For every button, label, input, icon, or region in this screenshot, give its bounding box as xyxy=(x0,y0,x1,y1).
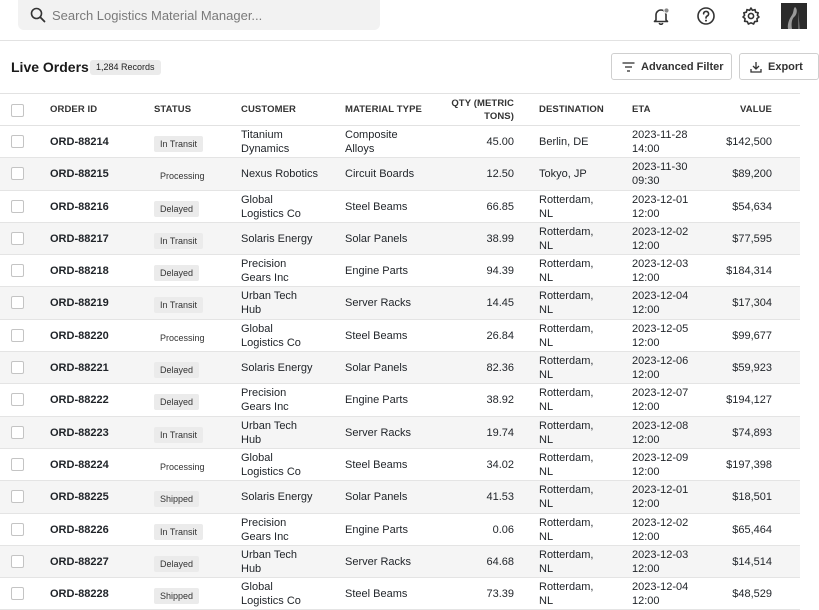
row-checkbox[interactable] xyxy=(11,135,24,148)
material-cell xyxy=(345,523,445,537)
order-id[interactable]: ORD-88227 xyxy=(50,555,109,568)
eta-date: 2023-12-02 xyxy=(632,516,689,529)
material-line1: Composite xyxy=(345,129,398,141)
destination-line2: NL xyxy=(539,239,554,252)
order-id[interactable]: ORD-88221 xyxy=(50,362,109,375)
col-order-id[interactable]: ORDER ID xyxy=(50,104,98,115)
row-checkbox[interactable] xyxy=(11,361,24,374)
quantity-cell: 45.00 xyxy=(486,136,514,148)
download-icon xyxy=(750,61,762,73)
customer-line1: Solaris Energy xyxy=(241,232,313,245)
filter-icon xyxy=(622,62,635,72)
value-cell: $142,500 xyxy=(726,136,772,148)
customer-line1: Urban Tech xyxy=(241,419,298,432)
help-icon xyxy=(696,6,716,26)
customer-line1: Precision xyxy=(241,258,287,271)
material-cell xyxy=(345,296,445,310)
customer-line1: Urban Tech xyxy=(241,290,298,303)
table-row[interactable] xyxy=(0,578,800,610)
status-badge: Shipped xyxy=(154,588,199,604)
order-id[interactable]: ORD-88224 xyxy=(50,458,109,471)
customer-cell xyxy=(241,516,341,544)
destination-cell xyxy=(539,548,619,576)
export-button[interactable] xyxy=(739,53,819,80)
eta-cell xyxy=(632,516,712,544)
status-badge: Processing xyxy=(160,171,205,182)
destination-cell xyxy=(539,167,619,181)
eta-time: 12:00 xyxy=(632,562,660,575)
destination-line2: NL xyxy=(539,304,554,317)
destination-line2: NL xyxy=(539,207,554,220)
search-bar[interactable] xyxy=(18,0,380,30)
customer-line1: Titanium xyxy=(241,129,283,141)
destination-line1: Rotterdam, xyxy=(539,193,594,206)
table-row[interactable] xyxy=(0,449,800,481)
eta-date: 2023-12-09 xyxy=(632,451,689,464)
eta-date: 2023-12-04 xyxy=(632,581,689,594)
customer-cell xyxy=(241,257,341,285)
destination-line1: Rotterdam, xyxy=(539,290,594,303)
material-cell xyxy=(345,426,445,440)
eta-cell xyxy=(632,483,712,511)
material-line2: Alloys xyxy=(345,143,375,155)
customer-cell xyxy=(241,580,341,608)
quantity-cell: 0.06 xyxy=(492,523,514,536)
eta-date: 2023-12-02 xyxy=(632,225,689,238)
table-row[interactable] xyxy=(0,287,800,319)
value-cell: $48,529 xyxy=(732,588,772,601)
destination-line2: NL xyxy=(539,272,554,285)
row-checkbox[interactable] xyxy=(11,264,24,277)
customer-cell xyxy=(241,289,341,317)
customer-line2: Gears Inc xyxy=(241,530,289,543)
eta-cell xyxy=(632,128,712,156)
row-checkbox[interactable] xyxy=(11,232,24,245)
table-row[interactable] xyxy=(0,384,800,416)
material-cell xyxy=(345,490,445,504)
eta-time: 12:00 xyxy=(632,369,660,382)
destination-cell xyxy=(539,322,619,350)
value-cell: $184,314 xyxy=(726,265,772,278)
order-id[interactable]: ORD-88225 xyxy=(50,491,109,504)
status-badge: In Transit xyxy=(154,233,203,249)
customer-line2: Hub xyxy=(241,562,262,575)
row-checkbox[interactable] xyxy=(11,296,24,309)
orders-table xyxy=(0,93,800,610)
destination-line1: Rotterdam, xyxy=(539,322,594,335)
eta-time: 12:00 xyxy=(632,530,660,543)
eta-date: 2023-12-07 xyxy=(632,387,689,400)
eta-cell xyxy=(632,225,712,253)
eta-time: 12:00 xyxy=(632,498,660,511)
gear-icon xyxy=(741,6,761,26)
order-id[interactable]: ORD-88218 xyxy=(50,265,109,278)
notifications-button[interactable] xyxy=(650,5,672,27)
settings-button[interactable] xyxy=(740,5,762,27)
eta-time: 12:00 xyxy=(632,433,660,446)
status-badge: In Transit xyxy=(154,136,203,152)
eta-cell xyxy=(632,451,712,479)
value-cell: $74,893 xyxy=(732,426,772,439)
quantity-cell: 73.39 xyxy=(486,588,514,601)
eta-cell xyxy=(632,580,712,608)
material-line1: Steel Beams xyxy=(345,588,408,601)
quantity-cell: 38.99 xyxy=(486,232,514,245)
col-eta[interactable]: ETA xyxy=(632,104,651,115)
order-id[interactable]: ORD-88223 xyxy=(50,426,109,439)
table-body xyxy=(0,126,800,610)
order-id[interactable]: ORD-88215 xyxy=(50,168,109,181)
customer-cell xyxy=(241,322,341,350)
material-line1: Server Racks xyxy=(345,426,412,439)
eta-time: 12:00 xyxy=(632,272,660,285)
customer-line2: Hub xyxy=(241,304,262,317)
destination-cell xyxy=(539,193,619,221)
eta-time: 12:00 xyxy=(632,239,660,252)
material-cell xyxy=(345,264,445,278)
col-qty[interactable] xyxy=(451,97,514,123)
destination-cell xyxy=(539,354,619,382)
material-cell xyxy=(345,393,445,407)
col-value[interactable]: VALUE xyxy=(740,104,772,115)
destination-line2: NL xyxy=(539,595,554,608)
order-id[interactable]: ORD-88214 xyxy=(50,136,109,148)
eta-cell xyxy=(632,386,712,414)
eta-date: 2023-11-30 xyxy=(632,161,688,174)
table-row[interactable] xyxy=(0,417,800,449)
material-cell xyxy=(345,361,445,375)
status-badge: In Transit xyxy=(154,427,203,443)
customer-line2: Logistics Co xyxy=(241,465,301,478)
material-cell xyxy=(345,329,445,343)
search-input[interactable] xyxy=(52,8,352,23)
customer-line1: Global xyxy=(241,193,273,206)
destination-line1: Rotterdam, xyxy=(539,451,594,464)
value-cell: $197,398 xyxy=(726,458,772,471)
material-cell xyxy=(345,128,445,156)
row-checkbox[interactable] xyxy=(11,458,24,471)
customer-cell xyxy=(241,167,341,181)
row-checkbox[interactable] xyxy=(11,167,24,180)
destination-cell xyxy=(539,386,619,414)
material-line1: Circuit Boards xyxy=(345,168,415,181)
order-id[interactable]: ORD-88228 xyxy=(50,588,109,601)
order-id[interactable]: ORD-88217 xyxy=(50,232,109,245)
quantity-cell: 19.74 xyxy=(486,426,514,439)
quantity-cell: 94.39 xyxy=(486,265,514,278)
customer-cell xyxy=(241,548,341,576)
destination-line2: NL xyxy=(539,465,554,478)
destination-cell xyxy=(539,483,619,511)
customer-line2: Gears Inc xyxy=(241,272,289,285)
page-title: Live Orders xyxy=(11,59,89,75)
table-row[interactable] xyxy=(0,255,800,287)
material-cell xyxy=(345,232,445,246)
status-badge: Delayed xyxy=(154,556,199,572)
status-badge: Delayed xyxy=(154,362,199,378)
destination-line1: Rotterdam, xyxy=(539,419,594,432)
customer-line2: Logistics Co xyxy=(241,595,301,608)
order-id[interactable]: ORD-88226 xyxy=(50,523,109,536)
quantity-cell: 14.45 xyxy=(486,297,514,310)
value-cell: $17,304 xyxy=(732,297,772,310)
table-row[interactable] xyxy=(0,223,800,255)
value-cell: $14,514 xyxy=(732,555,772,568)
order-id[interactable]: ORD-88222 xyxy=(50,394,109,407)
destination-cell xyxy=(539,580,619,608)
customer-cell xyxy=(241,490,341,504)
order-id[interactable]: ORD-88220 xyxy=(50,329,109,342)
order-id[interactable]: ORD-88219 xyxy=(50,297,109,310)
col-qty-line2: TONS) xyxy=(484,111,514,122)
value-cell: $54,634 xyxy=(732,200,772,213)
customer-line2: Logistics Co xyxy=(241,336,301,349)
eta-time: 12:00 xyxy=(632,207,660,220)
destination-line2: NL xyxy=(539,530,554,543)
destination-cell xyxy=(539,225,619,253)
eta-date: 2023-12-01 xyxy=(632,193,689,206)
material-cell xyxy=(345,587,445,601)
status-badge: Delayed xyxy=(154,201,199,217)
table-row[interactable] xyxy=(0,320,800,352)
col-customer[interactable]: CUSTOMER xyxy=(241,104,296,115)
value-cell: $99,677 xyxy=(732,329,772,342)
quantity-cell: 12.50 xyxy=(486,168,514,181)
destination-line2: NL xyxy=(539,369,554,382)
quantity-cell: 82.36 xyxy=(486,362,514,375)
customer-line1: Precision xyxy=(241,387,287,400)
material-line1: Steel Beams xyxy=(345,458,408,471)
eta-time: 14:00 xyxy=(632,143,660,155)
destination-cell xyxy=(539,419,619,447)
customer-line2: Gears Inc xyxy=(241,401,289,414)
value-cell: $77,595 xyxy=(732,232,772,245)
destination-line2: NL xyxy=(539,401,554,414)
row-checkbox[interactable] xyxy=(11,523,24,536)
destination-line2: NL xyxy=(539,498,554,511)
quantity-cell: 26.84 xyxy=(486,329,514,342)
value-cell: $65,464 xyxy=(732,523,772,536)
quantity-cell: 64.68 xyxy=(486,555,514,568)
quantity-cell: 38.92 xyxy=(486,394,514,407)
row-checkbox[interactable] xyxy=(11,587,24,600)
table-header xyxy=(0,93,800,126)
material-cell xyxy=(345,200,445,214)
eta-time: 12:00 xyxy=(632,304,660,317)
customer-line2: Logistics Co xyxy=(241,207,301,220)
destination-cell xyxy=(539,516,619,544)
material-line1: Solar Panels xyxy=(345,362,408,375)
customer-cell xyxy=(241,193,341,221)
status-badge: Processing xyxy=(160,332,205,343)
customer-line1: Urban Tech xyxy=(241,548,298,561)
table-row[interactable] xyxy=(0,191,800,223)
destination-line1: Rotterdam, xyxy=(539,258,594,271)
destination-line1: Rotterdam, xyxy=(539,548,594,561)
material-line1: Engine Parts xyxy=(345,394,408,407)
row-checkbox[interactable] xyxy=(11,393,24,406)
search-icon xyxy=(30,7,46,23)
top-bar xyxy=(0,0,800,41)
col-material-type[interactable]: MATERIAL TYPE xyxy=(345,104,422,115)
value-cell: $89,200 xyxy=(732,168,772,181)
eta-cell xyxy=(632,354,712,382)
eta-cell xyxy=(632,289,712,317)
select-all-checkbox[interactable] xyxy=(11,104,24,117)
table-row[interactable] xyxy=(0,352,800,384)
eta-cell xyxy=(632,257,712,285)
row-checkbox[interactable] xyxy=(11,329,24,342)
status-badge: Shipped xyxy=(154,491,199,507)
eta-time: 09:30 xyxy=(632,175,660,188)
help-button[interactable] xyxy=(695,5,717,27)
row-checkbox[interactable] xyxy=(11,426,24,439)
customer-line1: Global xyxy=(241,581,273,594)
material-line1: Steel Beams xyxy=(345,200,408,213)
eta-time: 12:00 xyxy=(632,401,660,414)
table-row[interactable] xyxy=(0,126,800,158)
order-id[interactable]: ORD-88216 xyxy=(50,200,109,213)
destination-line1: Rotterdam, xyxy=(539,387,594,400)
eta-cell xyxy=(632,193,712,221)
material-cell xyxy=(345,167,445,181)
destination-cell xyxy=(539,289,619,317)
export-label: Export xyxy=(768,60,803,73)
eta-date: 2023-12-03 xyxy=(632,548,689,561)
eta-date: 2023-12-06 xyxy=(632,355,689,368)
user-photo-icon xyxy=(781,3,807,29)
customer-cell xyxy=(241,232,341,246)
customer-cell xyxy=(241,361,341,375)
eta-date: 2023-12-01 xyxy=(632,484,689,497)
eta-time: 12:00 xyxy=(632,336,660,349)
material-line1: Server Racks xyxy=(345,555,412,568)
destination-line1: Rotterdam, xyxy=(539,581,594,594)
quantity-cell: 66.85 xyxy=(486,200,514,213)
advanced-filter-label: Advanced Filter xyxy=(641,60,724,73)
quantity-cell: 41.53 xyxy=(486,491,514,504)
customer-line2: Hub xyxy=(241,433,262,446)
destination-line1: Rotterdam, xyxy=(539,355,594,368)
customer-line1: Global xyxy=(241,451,273,464)
eta-cell xyxy=(632,419,712,447)
customer-cell xyxy=(241,128,341,156)
material-line1: Steel Beams xyxy=(345,329,408,342)
page-header xyxy=(0,41,803,93)
table-row[interactable] xyxy=(0,546,800,578)
material-line1: Solar Panels xyxy=(345,491,408,504)
eta-date: 2023-12-03 xyxy=(632,258,689,271)
material-line1: Engine Parts xyxy=(345,265,408,278)
customer-cell xyxy=(241,451,341,479)
material-cell xyxy=(345,555,445,569)
eta-time: 12:00 xyxy=(632,465,660,478)
status-badge: Delayed xyxy=(154,394,199,410)
eta-cell xyxy=(632,322,712,350)
eta-date: 2023-12-04 xyxy=(632,290,689,303)
customer-line1: Solaris Energy xyxy=(241,491,313,504)
eta-time: 12:00 xyxy=(632,595,660,608)
bell-icon xyxy=(651,6,671,26)
table-row[interactable] xyxy=(0,481,800,513)
advanced-filter-button[interactable] xyxy=(611,53,732,80)
customer-line1: Precision xyxy=(241,516,287,529)
customer-line2: Dynamics xyxy=(241,143,290,155)
row-checkbox[interactable] xyxy=(11,555,24,568)
col-qty-line1: QTY (METRIC xyxy=(451,98,514,109)
eta-date: 2023-11-28 xyxy=(632,129,688,141)
eta-date: 2023-12-08 xyxy=(632,419,689,432)
col-status[interactable]: STATUS xyxy=(154,104,192,115)
quantity-cell: 34.02 xyxy=(486,458,514,471)
status-badge: Processing xyxy=(160,461,205,472)
table-row[interactable] xyxy=(0,158,800,190)
destination-line2: NL xyxy=(539,433,554,446)
avatar[interactable] xyxy=(781,3,807,29)
destination-line1: Rotterdam, xyxy=(539,484,594,497)
col-destination[interactable]: DESTINATION xyxy=(539,104,604,115)
destination-line1: Rotterdam, xyxy=(539,225,594,238)
status-badge: In Transit xyxy=(154,524,203,540)
value-cell: $18,501 xyxy=(732,491,772,504)
material-cell xyxy=(345,458,445,472)
destination-cell xyxy=(539,135,619,149)
table-row[interactable] xyxy=(0,514,800,546)
destination-line1: Berlin, DE xyxy=(539,136,589,148)
row-checkbox[interactable] xyxy=(11,200,24,213)
customer-cell xyxy=(241,419,341,447)
customer-line1: Solaris Energy xyxy=(241,362,313,375)
status-badge: In Transit xyxy=(154,297,203,313)
material-line1: Server Racks xyxy=(345,297,412,310)
eta-cell xyxy=(632,160,712,188)
destination-line1: Tokyo, JP xyxy=(539,168,587,181)
customer-cell xyxy=(241,386,341,414)
destination-line1: Rotterdam, xyxy=(539,516,594,529)
destination-cell xyxy=(539,451,619,479)
eta-cell xyxy=(632,548,712,576)
eta-date: 2023-12-05 xyxy=(632,322,689,335)
status-badge: Delayed xyxy=(154,265,199,281)
value-cell: $59,923 xyxy=(732,362,772,375)
customer-line1: Global xyxy=(241,322,273,335)
destination-line2: NL xyxy=(539,336,554,349)
row-checkbox[interactable] xyxy=(11,490,24,503)
customer-line1: Nexus Robotics xyxy=(241,168,319,181)
material-line1: Engine Parts xyxy=(345,523,408,536)
material-line1: Solar Panels xyxy=(345,232,408,245)
records-count-badge: 1,284 Records xyxy=(90,60,161,75)
destination-cell xyxy=(539,257,619,285)
destination-line2: NL xyxy=(539,562,554,575)
value-cell: $194,127 xyxy=(726,394,772,407)
